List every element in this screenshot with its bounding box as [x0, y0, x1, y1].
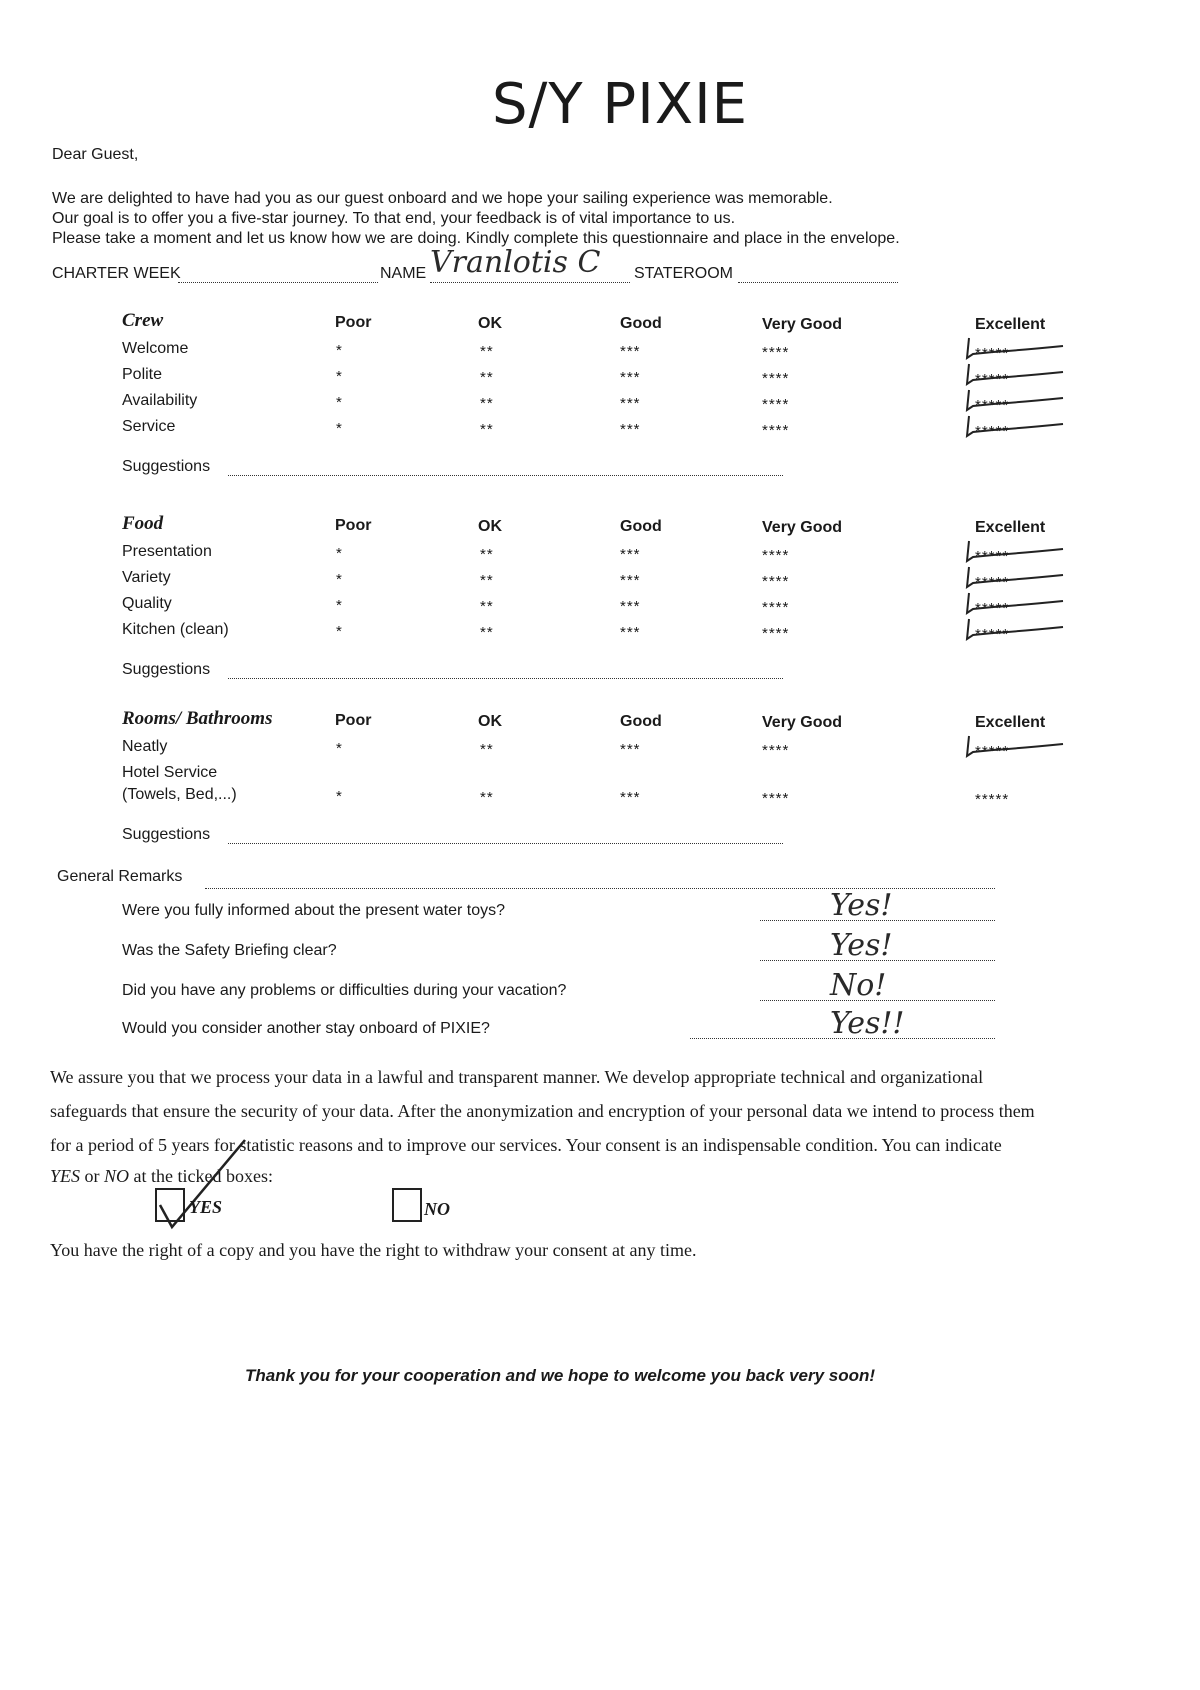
rating-option[interactable]: **: [480, 420, 494, 438]
rating-option[interactable]: *: [336, 342, 343, 359]
yes-tick-mark: [150, 1135, 270, 1235]
rating-option[interactable]: *****: [975, 573, 1010, 591]
rating-option[interactable]: *: [336, 368, 343, 385]
rating-option[interactable]: ***: [620, 572, 641, 590]
answer-handwritten: No!: [830, 968, 887, 1003]
general-remarks-label: General Remarks: [57, 868, 183, 885]
rating-option[interactable]: **: [480, 571, 494, 589]
consent-no-checkbox[interactable]: [392, 1188, 422, 1222]
criterion-label-sub: (Towels, Bed,...): [122, 786, 237, 803]
stateroom-label: STATEROOM: [634, 265, 733, 282]
question-text: Did you have any problems or difficulties during your vacation?: [122, 982, 567, 999]
rating-option[interactable]: *****: [975, 625, 1010, 643]
rating-option[interactable]: *: [336, 571, 343, 588]
rating-option[interactable]: ****: [762, 547, 790, 565]
section-title: Rooms/ Bathrooms: [122, 708, 273, 729]
rating-header: Poor: [335, 517, 372, 534]
section-title: Crew: [122, 310, 164, 331]
name-label: NAME: [380, 265, 427, 282]
rating-header: Good: [620, 713, 662, 731]
suggestions-label: Suggestions: [122, 826, 211, 843]
criterion-label: Variety: [122, 569, 171, 586]
stateroom-field[interactable]: [738, 282, 898, 283]
rating-option[interactable]: *****: [975, 599, 1010, 617]
criterion-label: Availability: [122, 392, 198, 409]
section-title: Food: [122, 513, 164, 534]
question-text: Would you consider another stay onboard of PIXIE?: [122, 1020, 490, 1037]
consent-rest: at the ticked boxes:: [129, 1166, 273, 1186]
name-handwritten[interactable]: Vranlotis C: [430, 245, 601, 280]
rating-option[interactable]: ****: [762, 422, 790, 440]
charter-week-label: CHARTER WEEK: [52, 265, 181, 282]
thank-you-note: Thank you for your cooperation and we hope to welcome you back very soon!: [245, 1366, 876, 1385]
rating-header: Good: [620, 518, 662, 536]
answer-handwritten: Yes!: [830, 928, 893, 963]
rating-option[interactable]: ****: [762, 599, 790, 617]
salutation: Dear Guest,: [52, 146, 139, 163]
intro-line-3: Please take a moment and let us know how we are doing. Kindly complete this questionnaire and place in the envelope.: [52, 230, 900, 247]
charter-week-field[interactable]: [178, 282, 378, 283]
rating-option[interactable]: **: [480, 545, 494, 563]
rating-option[interactable]: ***: [620, 624, 641, 642]
rating-option[interactable]: *: [336, 623, 343, 640]
rating-option[interactable]: **: [480, 394, 494, 412]
criterion-label: Kitchen (clean): [122, 621, 229, 638]
tick-mark: [963, 615, 1073, 645]
rating-header: Very Good: [762, 713, 843, 731]
consent-line-2: safeguards that ensure the security of your data. After the anonymization and encryption of your personal data we intend to process them: [50, 1101, 1035, 1121]
name-field: [430, 282, 630, 283]
rating-option[interactable]: **: [480, 597, 494, 615]
rating-option[interactable]: **: [480, 623, 494, 641]
rating-option[interactable]: ***: [620, 369, 641, 387]
rating-option[interactable]: ***: [620, 546, 641, 564]
rating-option[interactable]: *****: [975, 344, 1010, 362]
question-text: Was the Safety Briefing clear?: [122, 942, 337, 959]
rating-option[interactable]: ****: [762, 573, 790, 591]
rating-option[interactable]: *: [336, 420, 343, 437]
rating-option[interactable]: *: [336, 597, 343, 614]
rating-option[interactable]: ****: [762, 370, 790, 388]
rating-header: OK: [478, 712, 502, 730]
rating-option[interactable]: ***: [620, 789, 641, 807]
rating-option[interactable]: ***: [620, 598, 641, 616]
consent-no-label: NO: [424, 1199, 450, 1219]
rating-option[interactable]: *****: [975, 790, 1010, 808]
rating-option[interactable]: **: [480, 788, 494, 806]
rating-header: Good: [620, 315, 662, 333]
rating-header: OK: [478, 517, 502, 535]
rating-option[interactable]: ***: [620, 343, 641, 361]
consent-no-word: NO: [104, 1166, 130, 1186]
criterion-label: Service: [122, 418, 176, 435]
rating-option[interactable]: ****: [762, 790, 790, 808]
consent-rights: You have the right of a copy and you have the right to withdraw your consent at any time.: [50, 1240, 697, 1260]
page-title: S/Y PIXIE: [492, 72, 748, 137]
rating-option[interactable]: *****: [975, 422, 1010, 440]
consent-yes-word: YES: [50, 1166, 81, 1186]
rating-header: Excellent: [975, 714, 1046, 732]
intro-line-1: We are delighted to have had you as our guest onboard and we hope your sailing experience was memorable.: [52, 190, 833, 207]
criterion-label: Neatly: [122, 738, 168, 755]
criterion-label: Hotel Service: [122, 764, 218, 781]
criterion-label: Welcome: [122, 340, 189, 357]
tick-mark: [963, 412, 1073, 442]
consent-line-1: We assure you that we process your data in a lawful and transparent manner. We develop appropriate technical and organizational: [50, 1067, 984, 1087]
question-text: Were you fully informed about the present water toys?: [122, 902, 506, 919]
rating-option[interactable]: **: [480, 342, 494, 360]
suggestions-field[interactable]: [228, 843, 783, 844]
rating-option[interactable]: *****: [975, 396, 1010, 414]
rating-option[interactable]: *****: [975, 742, 1010, 760]
rating-option[interactable]: *: [336, 394, 343, 411]
rating-header: Very Good: [762, 518, 843, 536]
tick-mark: [963, 732, 1073, 762]
rating-option[interactable]: ***: [620, 421, 641, 439]
rating-option[interactable]: *****: [975, 547, 1010, 565]
rating-option[interactable]: ****: [762, 625, 790, 643]
criterion-label: Polite: [122, 366, 163, 383]
rating-header: Poor: [335, 712, 372, 729]
suggestions-field[interactable]: [228, 475, 783, 476]
rating-option[interactable]: *: [336, 788, 343, 805]
consent-line-3: for a period of 5 years for statistic reasons and to improve our services. Your consent is an indispensable condition. You can indicate: [50, 1135, 1002, 1155]
criterion-label: Quality: [122, 595, 172, 612]
intro-line-2: Our goal is to offer you a five-star journey. To that end, your feedback is of vital importance to us.: [52, 210, 736, 227]
rating-option[interactable]: *: [336, 545, 343, 562]
criterion-label: Presentation: [122, 543, 212, 560]
answer-handwritten: Yes!: [830, 888, 893, 923]
rating-header: Poor: [335, 314, 372, 331]
suggestions-label: Suggestions: [122, 661, 211, 678]
rating-option[interactable]: ****: [762, 742, 790, 760]
consent-yes-label: YES: [189, 1197, 223, 1217]
rating-option[interactable]: *: [336, 740, 343, 757]
rating-header: Excellent: [975, 316, 1046, 334]
suggestions-label: Suggestions: [122, 458, 211, 475]
rating-header: OK: [478, 314, 502, 332]
rating-option[interactable]: ****: [762, 396, 790, 414]
consent-or-word: or: [80, 1166, 105, 1186]
rating-option[interactable]: *****: [975, 370, 1010, 388]
rating-header: Excellent: [975, 519, 1046, 537]
suggestions-field[interactable]: [228, 678, 783, 679]
rating-option[interactable]: ***: [620, 395, 641, 413]
rating-header: Very Good: [762, 315, 843, 333]
rating-option[interactable]: **: [480, 740, 494, 758]
rating-option[interactable]: ***: [620, 741, 641, 759]
answer-handwritten: Yes!!: [830, 1006, 905, 1041]
rating-option[interactable]: **: [480, 368, 494, 386]
rating-option[interactable]: ****: [762, 344, 790, 362]
